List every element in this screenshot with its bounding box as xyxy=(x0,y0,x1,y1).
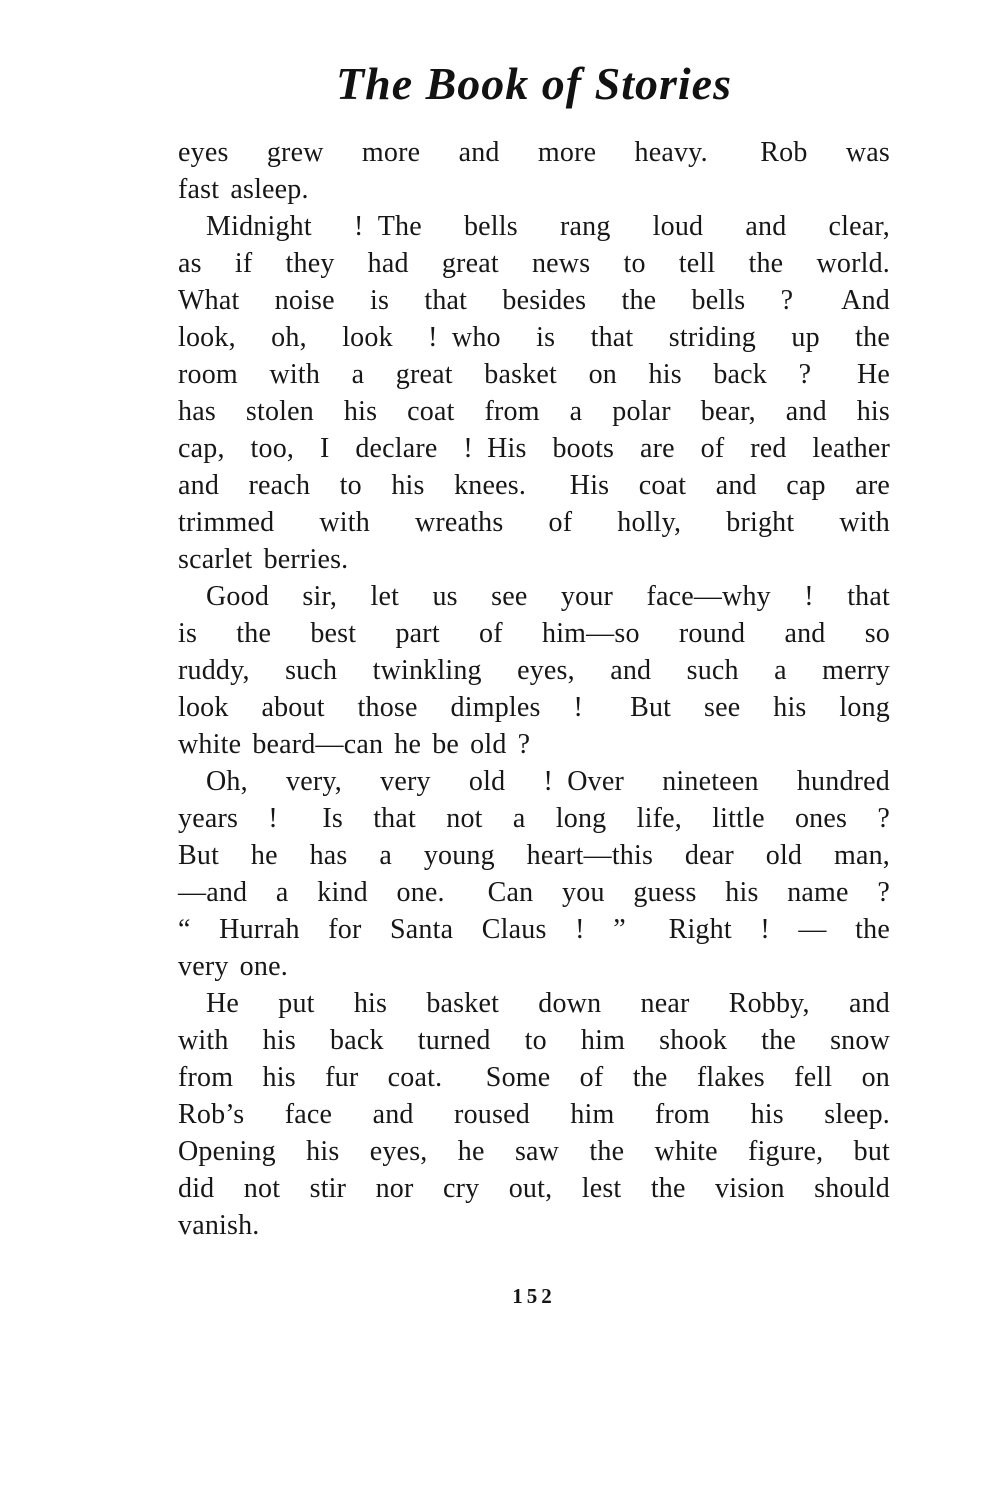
text-line: eyes grew more and more heavy. Rob was xyxy=(178,137,890,168)
text-line: “ Hurrah for Santa Claus ! ” Right ! — the xyxy=(178,914,890,945)
page-title: The Book of Stories xyxy=(336,58,732,109)
text-line: What noise is that besides the bells ? And xyxy=(178,285,890,316)
text-line: has stolen his coat from a polar bear, and his xyxy=(178,396,890,427)
text-line: Oh, very, very old ! Over nineteen hundred xyxy=(206,766,890,797)
text-line: and reach to his knees. His coat and cap are xyxy=(178,470,890,501)
text-line: with his back turned to him shook the snow xyxy=(178,1025,890,1056)
text-line: vanish. xyxy=(178,1210,260,1241)
text-line: years ! Is that not a long life, little ones ? xyxy=(178,803,890,834)
text-line: Midnight ! The bells rang loud and clear, xyxy=(206,211,890,242)
text-line: —and a kind one. Can you guess his name ? xyxy=(178,877,890,908)
body-text xyxy=(178,134,890,1244)
text-line: Good sir, let us see your face—why ! that xyxy=(206,581,890,612)
page-number: 152 xyxy=(512,1284,556,1308)
text-line: as if they had great news to tell the world. xyxy=(178,248,890,279)
text-line: look about those dimples ! But see his long xyxy=(178,692,890,723)
text-line: is the best part of him—so round and so xyxy=(178,618,890,649)
text-line: room with a great basket on his back ? He xyxy=(178,359,890,390)
text-line: cap, too, I declare ! His boots are of red leather xyxy=(178,433,890,464)
text-line: fast asleep. xyxy=(178,174,309,205)
text-line: Rob’s face and roused him from his sleep. xyxy=(178,1099,890,1130)
text-line: ruddy, such twinkling eyes, and such a merry xyxy=(178,655,890,686)
text-line: did not stir nor cry out, lest the vision should xyxy=(178,1173,890,1204)
text-line: look, oh, look ! who is that striding up the xyxy=(178,322,890,353)
text-line: trimmed with wreaths of holly, bright with xyxy=(178,507,890,538)
text-line: He put his basket down near Robby, and xyxy=(206,988,890,1019)
text-line: white beard—can he be old ? xyxy=(178,729,531,760)
text-line: very one. xyxy=(178,951,288,982)
text-line: from his fur coat. Some of the flakes fell on xyxy=(178,1062,890,1093)
text-line: Opening his eyes, he saw the white figure, but xyxy=(178,1136,890,1167)
text-line: But he has a young heart—this dear old man, xyxy=(178,840,890,871)
text-line: scarlet berries. xyxy=(178,544,349,575)
